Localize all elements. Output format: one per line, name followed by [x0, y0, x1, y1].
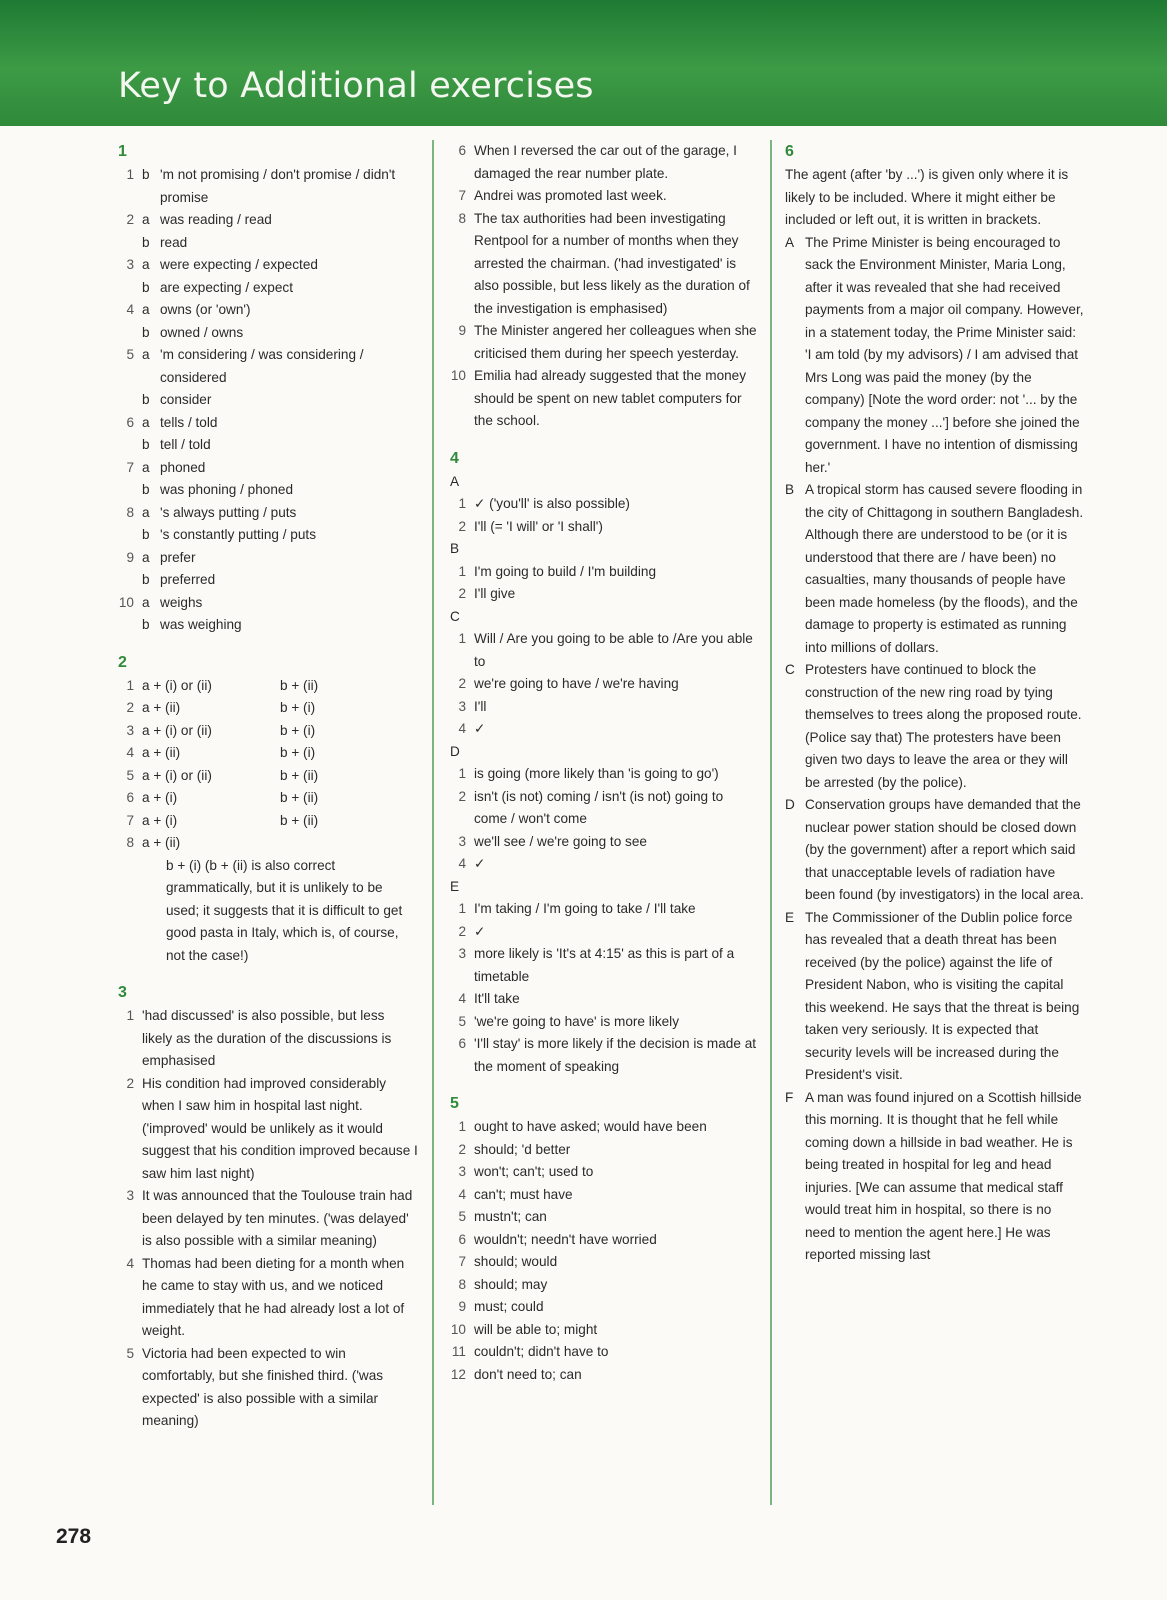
item-text: we'll see / we're going to see	[474, 833, 647, 849]
item-letter: a	[142, 504, 150, 520]
item-letter: B	[785, 482, 795, 497]
list-item	[450, 140, 760, 185]
list-item	[785, 907, 1085, 1087]
item-number	[118, 434, 142, 457]
item-text: are expecting / expect	[160, 279, 293, 295]
item-number: 1	[126, 677, 134, 693]
list-item	[450, 493, 760, 516]
item-letter: b	[142, 572, 150, 587]
answer-b: b + (ii)	[280, 790, 319, 805]
list-item	[450, 561, 760, 584]
item-text: Protesters have continued to block the construction of the new ring road by tying themselves to trees along the proposed route. (Police say that) The protesters have been given two days to leave the area or they will be arrested (by the police).	[805, 662, 1082, 790]
list-item	[118, 1073, 418, 1186]
item-number: 9	[458, 323, 466, 338]
item-text: Thomas had been dieting for a month when he came to stay with us, and we noticed immediately that he had already lost a lot of weight.	[142, 1255, 405, 1338]
item-text: It'll take	[474, 991, 520, 1006]
answer-b: b + (i)	[280, 745, 316, 760]
item-letter: b	[142, 324, 150, 340]
item-text: won't; can't; used to	[474, 1164, 594, 1179]
item-number: 4	[458, 721, 466, 736]
item-text: A tropical storm has caused severe flooding in the city of Chittagong in southern Bangladesh. Although there are understood to be (or it is understood that there are / have been) no casualties, many thousands of people have been made homeless (by the floods), and the damage to property is estimated as running into millions of dollars.	[805, 482, 1084, 655]
list-item	[118, 322, 418, 345]
list-item	[118, 299, 418, 322]
item-number: 1	[126, 1008, 134, 1023]
item-number	[118, 389, 142, 412]
item-number: 8	[458, 210, 466, 226]
answer-b: b + (i)	[280, 700, 316, 715]
list-item	[118, 254, 418, 277]
list-item	[118, 232, 418, 255]
section-6-intro: The agent (after 'by ...') is given only where it is likely to be included. Where it might either be included or left out, it is written in brackets.	[785, 167, 1069, 227]
item-number	[118, 569, 142, 592]
item-letter: b	[142, 437, 150, 452]
section-1-title: 1	[118, 143, 127, 160]
item-number: 2	[458, 676, 466, 691]
item-text: ought to have asked; would have been	[474, 1119, 707, 1134]
item-text: consider	[160, 392, 212, 407]
list-item	[450, 831, 760, 854]
column-divider	[770, 140, 772, 1505]
item-number: 8	[126, 504, 134, 520]
answer-a: a + (ii)	[142, 835, 181, 850]
answer-b: b + (i)	[280, 722, 316, 738]
section-3-list	[118, 1005, 418, 1433]
section-2-title: 2	[118, 653, 127, 671]
section-2-note-text: b + (i) (b + (ii) is also correct grammatically, but it is unlikely to be used; it suggests that it is difficult to get good pasta in Italy, which is, of course, not the case!)	[166, 857, 403, 963]
item-text: read	[160, 234, 188, 250]
item-text: ✓	[474, 856, 486, 871]
item-number: 1	[458, 631, 466, 646]
item-number: 6	[126, 414, 134, 430]
list-item	[118, 344, 418, 389]
section-5-list	[450, 1116, 760, 1386]
section-3-title: 3	[118, 984, 127, 1001]
list-item	[118, 502, 418, 525]
item-text: Conservation groups have demanded that the nuclear power station should be closed down (by the government) after a report which said that unacceptable levels of radiation have been found (by investigators) in the local area.	[805, 797, 1084, 902]
list-item	[450, 696, 760, 719]
item-letter: b	[142, 167, 150, 182]
item-text: The Minister angered her colleagues when she criticised them during her speech yesterday.	[474, 323, 757, 361]
list-item	[450, 853, 760, 876]
item-letter: a	[142, 549, 150, 565]
list-item	[118, 164, 418, 209]
item-number: 5	[458, 1209, 466, 1224]
item-number: 3	[458, 833, 466, 849]
answer-b: b + (ii)	[280, 767, 319, 783]
section-1-list	[118, 164, 418, 637]
item-number: 3	[126, 1188, 134, 1203]
list-item	[450, 786, 760, 831]
item-number: 5	[126, 1345, 134, 1361]
item-number: 3	[458, 698, 466, 714]
item-text: I'm going to build / I'm building	[474, 563, 657, 579]
item-text: 's constantly putting / puts	[160, 527, 316, 542]
list-item	[118, 434, 418, 457]
list-item	[450, 516, 760, 539]
item-text: we're going to have / we're having	[474, 676, 679, 691]
answer-a: a + (ii)	[142, 745, 181, 760]
item-number: 4	[458, 1186, 466, 1202]
item-text: couldn't; didn't have to	[474, 1344, 609, 1359]
item-number	[118, 277, 142, 300]
list-item	[450, 208, 760, 321]
page-number: 278	[56, 1525, 92, 1548]
item-text: 'we're going to have' is more likely	[474, 1013, 679, 1029]
item-number: 7	[126, 812, 134, 828]
item-letter: a	[142, 257, 150, 272]
list-item	[450, 628, 760, 673]
item-letter: b	[142, 392, 150, 407]
list-item	[118, 412, 418, 435]
answer-a: a + (ii)	[142, 700, 181, 715]
list-item	[118, 1005, 418, 1073]
section-4-title: 4	[450, 449, 459, 467]
item-number: 9	[126, 549, 134, 565]
list-item	[450, 1251, 760, 1274]
item-text: His condition had improved considerably when I saw him in hospital last night. ('improved' would be unlikely as it would suggest that his condition improved because I saw him last night)	[142, 1075, 418, 1181]
item-letter: D	[785, 797, 795, 812]
item-number: 1	[458, 496, 466, 511]
item-text: will be able to; might	[474, 1321, 598, 1337]
item-number: 1	[458, 1119, 466, 1134]
item-text: was weighing	[160, 617, 242, 632]
list-item	[450, 1011, 760, 1034]
item-text: I'll give	[474, 586, 516, 601]
item-text: more likely is 'It's at 4:15' as this is part of a timetable	[474, 946, 735, 984]
group-letter: C	[450, 608, 460, 624]
list-item	[450, 943, 760, 988]
item-text: ✓ ('you'll' is also possible)	[474, 496, 630, 511]
item-number: 2	[458, 923, 466, 939]
item-text: The Prime Minister is being encouraged to sack the Environment Minister, Maria Long, after it was revealed that she had received payments from a major oil company. However, in a statement today, the Prime Minister said: 'I am told (by my advisors) / I am advised that Mrs Long was paid the money (by the company) [Note the word order: not '... by the company the money ...'] before she joined the government. I have no intention of dismissing her.'	[805, 234, 1084, 475]
item-letter: a	[142, 459, 150, 475]
item-number: 11	[451, 1344, 466, 1359]
section-2-list	[118, 675, 418, 855]
item-text: A man was found injured on a Scottish hillside this morning. It is thought that he fell while coming down a hillside in bad weather. He is being treated in hospital for leg and head injuries. [We can assume that medical staff would treat him in hospital, so there is no need to mention the agent here.] He was reported missing last	[805, 1089, 1082, 1262]
column-2	[450, 140, 760, 1386]
item-number: 1	[458, 901, 466, 916]
item-number: 5	[126, 347, 134, 362]
item-text: I'll	[474, 698, 487, 714]
item-text: phoned	[160, 459, 206, 475]
list-item	[118, 569, 418, 592]
item-text: Emilia had already suggested that the money should be spent on new tablet computers for the school.	[474, 368, 747, 428]
item-text: tells / told	[160, 414, 218, 430]
list-item	[118, 1185, 418, 1253]
list-item	[118, 832, 418, 855]
item-number: 10	[118, 594, 134, 610]
item-letter: E	[785, 909, 795, 925]
item-letter: a	[142, 347, 150, 362]
section-6-list	[785, 232, 1085, 1267]
item-text: The Commissioner of the Dublin police force has revealed that a death threat has been received (by the police) against the life of President Nabon, who is visiting the capital this weekend. He says that the threat is being taken very seriously. It is expected that security levels will be increased during the President's visit.	[805, 909, 1080, 1082]
item-number: 5	[126, 767, 134, 783]
item-number: 7	[458, 188, 466, 203]
list-item	[785, 232, 1085, 480]
item-text: Victoria had been expected to win comfortably, but she finished third. ('was expected' is also possible with a similar meaning)	[142, 1345, 384, 1428]
section-2-note	[118, 855, 418, 968]
item-text: owns (or 'own')	[160, 302, 251, 317]
header-banner	[0, 0, 1167, 126]
item-number: 3	[458, 946, 466, 961]
item-number	[118, 232, 142, 255]
list-item	[118, 742, 418, 765]
item-number: 5	[458, 1013, 466, 1029]
list-item	[450, 1116, 760, 1139]
answer-a: a + (i)	[142, 812, 178, 828]
item-text: should; would	[474, 1254, 558, 1269]
item-text: must; could	[474, 1299, 544, 1314]
list-item	[118, 1253, 418, 1343]
list-item	[118, 547, 418, 570]
list-item	[118, 592, 418, 615]
item-text: 'had discussed' is also possible, but less likely as the duration of the discussions is emphasised	[142, 1008, 392, 1068]
item-text: mustn't; can	[474, 1209, 547, 1224]
item-number: 2	[458, 1141, 466, 1157]
item-number: 3	[126, 257, 134, 272]
item-number	[118, 322, 142, 345]
item-number: 4	[126, 1255, 134, 1271]
list-item	[118, 524, 418, 547]
item-number: 2	[458, 518, 466, 534]
item-number: 6	[458, 1231, 466, 1247]
item-number	[118, 479, 142, 502]
item-text: preferred	[160, 572, 216, 587]
item-number: 12	[450, 1366, 466, 1382]
item-letter: b	[142, 234, 150, 250]
item-number: 2	[458, 586, 466, 601]
item-text: is going (more likely than 'is going to go')	[474, 766, 719, 781]
item-letter: b	[142, 482, 150, 497]
section-3-list-continued	[450, 140, 760, 433]
item-number: 9	[458, 1299, 466, 1314]
group-letter: B	[450, 541, 460, 556]
list-item	[118, 1343, 418, 1433]
list-item	[785, 1087, 1085, 1267]
item-letter: a	[142, 212, 150, 227]
item-text: Andrei was promoted last week.	[474, 188, 667, 203]
item-text: don't need to; can	[474, 1366, 582, 1382]
list-item	[450, 763, 760, 786]
list-item	[450, 718, 760, 741]
item-number: 4	[126, 745, 134, 760]
list-item	[450, 1319, 760, 1342]
item-text: The tax authorities had been investigating Rentpool for a number of months when they arrested the chairman. ('had investigated' is also possible, but less likely as the duration of the investigation is emphasised)	[474, 210, 750, 316]
item-text: Will / Are you going to be able to /Are you able to	[474, 631, 753, 669]
item-text: owned / owns	[160, 324, 244, 340]
item-text: should; may	[474, 1276, 548, 1292]
item-number: 10	[450, 368, 466, 383]
list-item	[450, 320, 760, 365]
item-text: were expecting / expected	[160, 257, 318, 272]
group-letter: A	[450, 473, 460, 489]
item-number: 2	[126, 700, 134, 715]
item-text: I'm taking / I'm going to take / I'll take	[474, 901, 696, 916]
item-letter: a	[142, 302, 150, 317]
item-text: ✓	[474, 721, 486, 736]
list-item	[118, 765, 418, 788]
item-number: 2	[126, 1075, 134, 1091]
item-text: ✓	[474, 923, 486, 939]
list-item	[785, 794, 1085, 907]
item-number: 1	[458, 766, 466, 781]
item-text: I'll (= 'I will' or 'I shall')	[474, 518, 603, 534]
list-item	[785, 659, 1085, 794]
list-item	[450, 365, 760, 433]
list-item	[118, 720, 418, 743]
item-number: 8	[126, 835, 134, 850]
answer-a: a + (i)	[142, 790, 178, 805]
list-item	[118, 389, 418, 412]
list-item	[450, 1184, 760, 1207]
list-item	[118, 810, 418, 833]
item-text: 'I'll stay' is more likely if the decision is made at the moment of speaking	[474, 1036, 757, 1074]
item-number: 6	[458, 1036, 466, 1051]
item-text: 's always putting / puts	[160, 504, 297, 520]
item-number	[118, 524, 142, 547]
item-number: 1	[458, 563, 466, 579]
list-item	[450, 1139, 760, 1162]
item-number: 1	[126, 167, 134, 182]
item-number: 4	[458, 991, 466, 1006]
answer-b: b + (ii)	[280, 677, 319, 693]
group-letter: D	[450, 743, 460, 759]
column-1	[118, 140, 418, 1433]
item-number: 6	[126, 790, 134, 805]
list-item	[118, 457, 418, 480]
list-item	[118, 277, 418, 300]
item-letter: C	[785, 662, 795, 677]
item-text: was reading / read	[160, 212, 272, 227]
list-item	[450, 673, 760, 696]
item-number: 3	[126, 722, 134, 738]
item-number: 8	[458, 1276, 466, 1292]
item-text: 'm not promising / don't promise / didn't promise	[160, 167, 396, 205]
item-number: 10	[450, 1321, 466, 1337]
item-text: wouldn't; needn't have worried	[474, 1231, 657, 1247]
item-text: can't; must have	[474, 1186, 573, 1202]
list-item	[118, 787, 418, 810]
page-title: Key to Additional exercises	[118, 66, 594, 106]
group-letter: E	[450, 878, 460, 894]
list-item	[450, 988, 760, 1011]
answer-a: a + (i) or (ii)	[142, 767, 212, 783]
list-item	[450, 1161, 760, 1184]
section-5-title: 5	[450, 1095, 459, 1112]
list-item	[118, 614, 418, 637]
list-item	[785, 479, 1085, 659]
column-divider	[432, 140, 434, 1505]
item-letter: a	[142, 414, 150, 430]
answer-a: a + (i) or (ii)	[142, 677, 212, 693]
list-item	[450, 898, 760, 921]
list-item	[118, 675, 418, 698]
list-item	[450, 1206, 760, 1229]
list-item	[450, 1033, 760, 1078]
list-item	[450, 1229, 760, 1252]
item-text: isn't (is not) coming / isn't (is not) going to come / won't come	[474, 788, 724, 826]
answer-a: a + (i) or (ii)	[142, 722, 212, 738]
section-6-title: 6	[785, 143, 794, 160]
list-item	[118, 479, 418, 502]
item-letter: b	[142, 279, 150, 295]
item-number: 2	[458, 788, 466, 804]
list-item	[450, 1364, 760, 1387]
item-number: 7	[126, 459, 134, 475]
item-number	[118, 614, 142, 637]
item-letter: F	[785, 1089, 794, 1105]
item-number: 2	[126, 212, 134, 227]
item-text: was phoning / phoned	[160, 482, 294, 497]
item-text: tell / told	[160, 437, 211, 452]
item-number: 4	[126, 302, 134, 317]
item-letter: A	[785, 234, 795, 250]
item-text: 'm considering / was considering / considered	[160, 347, 364, 385]
list-item	[118, 697, 418, 720]
item-letter: b	[142, 527, 150, 542]
item-letter: a	[142, 594, 150, 610]
answer-b: b + (ii)	[280, 812, 319, 828]
item-number: 7	[458, 1254, 466, 1269]
item-number: 6	[458, 143, 466, 158]
item-letter: b	[142, 617, 150, 632]
list-item	[450, 1274, 760, 1297]
column-3	[785, 140, 1085, 1267]
section-4-list	[450, 471, 760, 1079]
list-item	[450, 921, 760, 944]
list-item	[118, 209, 418, 232]
list-item	[450, 583, 760, 606]
item-text: It was announced that the Toulouse train had been delayed by ten minutes. ('was delayed' is also possible with a similar meaning)	[142, 1188, 413, 1248]
item-number: 4	[458, 856, 466, 871]
item-text: should; 'd better	[474, 1141, 571, 1157]
list-item	[450, 1296, 760, 1319]
item-text: When I reversed the car out of the garage, I damaged the rear number plate.	[474, 143, 737, 181]
item-text: prefer	[160, 549, 196, 565]
item-text: weighs	[160, 594, 203, 610]
list-item	[450, 1341, 760, 1364]
item-number: 3	[458, 1164, 466, 1179]
list-item	[450, 185, 760, 208]
